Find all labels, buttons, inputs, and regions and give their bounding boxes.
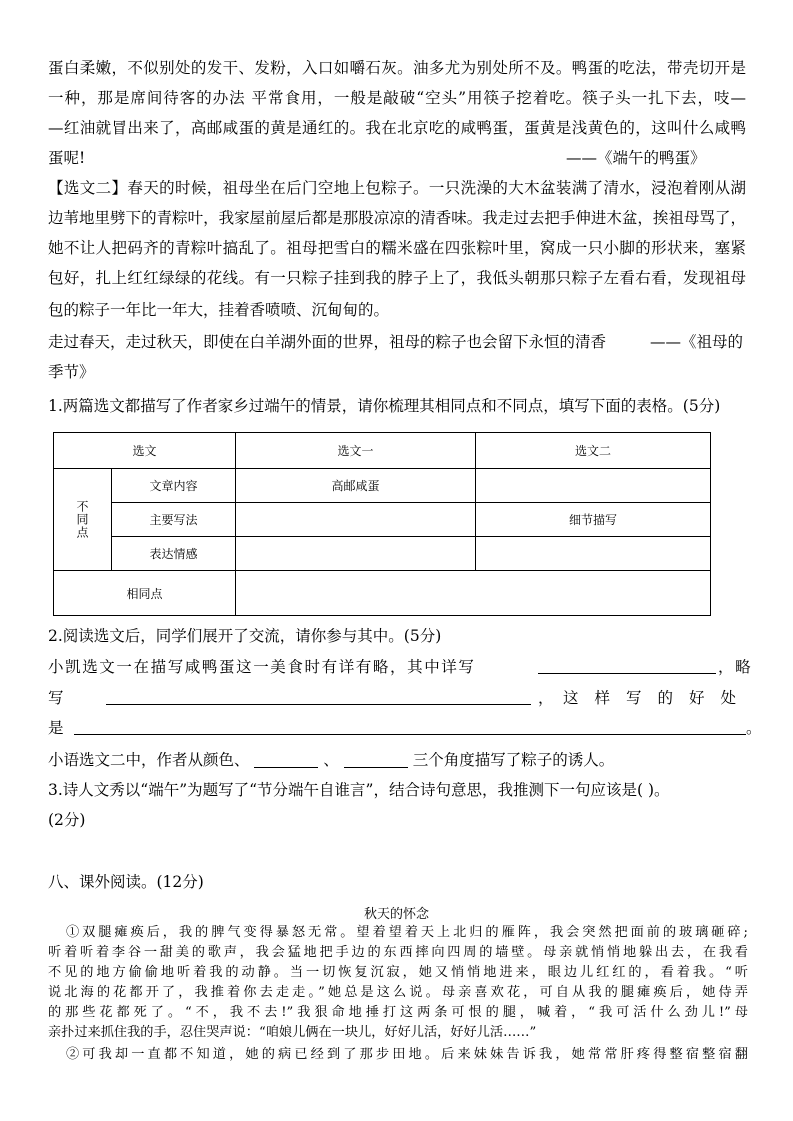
q1-prompt: 1.两篇选文都描写了作者家乡过端午的情景，请你梳理其相同点和不同点，填写下面的表格。(5分) <box>48 397 721 415</box>
table-header-cell: 选文二 <box>476 433 711 469</box>
row-label: 表达情感 <box>112 537 236 571</box>
table-header-row <box>54 433 711 469</box>
answer-blank[interactable] <box>538 657 716 674</box>
table-header-cell: 选文一 <box>236 433 476 469</box>
passage2-line-4: 包好，扎上红红绿绿的花线。有一只粽子挂到我的脖子上了，我低头朝那只粽子左看右看，发现祖母 <box>48 269 746 287</box>
q2-line-4-sep: 、 <box>323 751 339 769</box>
q3-score: (2分) <box>48 811 86 829</box>
q2-line-3 <box>48 718 762 738</box>
article-line-2: 听着听着李谷一甜美的歌声，我会猛地把手边的东西摔向四周的墙壁。母亲就悄悄地躲出去，在我看 <box>48 945 748 960</box>
q2-line-4 <box>48 750 746 770</box>
article-line-6: 亲扑过来抓住我的手，忍住哭声说：“咱娘儿俩在一块儿，好好儿活，好好儿活……” <box>48 1025 537 1040</box>
table-cell: 高邮咸蛋 <box>236 469 476 503</box>
answer-cell[interactable] <box>476 469 711 503</box>
q2-line-3-start: 是 <box>48 719 64 737</box>
passage2-line-7: 季节》 <box>48 363 95 381</box>
passage1-line-3: —红油就冒出来了，高邮咸蛋的黄是通红的。我在北京吃的咸鸭蛋，蛋黄是浅黄色的，这叫什么咸鸭 <box>48 119 746 137</box>
q2-line-4-end: 三个角度描写了粽子的诱人。 <box>412 751 615 769</box>
q3-prompt: 3.诗人文秀以“端午”为题写了“节分端午自谁言”，结合诗句意思，我推测下一句应该是( )。 <box>48 781 670 799</box>
answer-blank[interactable] <box>106 688 531 705</box>
group-label-cell <box>54 469 112 571</box>
answer-cell[interactable] <box>236 537 476 571</box>
q2-line-3-end: 。 <box>746 719 762 737</box>
group-label: 不同点 <box>75 500 89 539</box>
article-line-5: 的那些花都死了。“不，我不去!”我狠命地捶打这两条可恨的腿，喊着，“我可活什么劲儿!”母 <box>48 1005 748 1020</box>
article-line-1: ①双腿瘫痪后，我的脾气变得暴怒无常。望着望着天上北归的雁阵，我会突然把面前的玻璃砸碎; <box>66 925 748 940</box>
passage2-source-part1: ——《祖母的 <box>650 333 744 351</box>
answer-blank[interactable] <box>254 751 318 768</box>
row-label: 相同点 <box>54 571 236 616</box>
row-label: 主要写法 <box>112 503 236 537</box>
table-row <box>54 503 711 537</box>
answer-blank[interactable] <box>74 718 746 735</box>
q2-line-4-start: 小语选文二中，作者从颜色、 <box>48 751 250 769</box>
row-label: 文章内容 <box>112 469 236 503</box>
passage2-line-1: 【选文二】春天的时候，祖母坐在后门空地上包粽子。一只洗澡的大木盆装满了清水，浸泡着刚从湖 <box>48 179 746 197</box>
article-line-7: ②可我却一直都不知道，她的病已经到了那步田地。后来妹妹告诉我，她常常肝疼得整宿整宿翻 <box>66 1047 748 1062</box>
q2-line-1-text: 小凯选文一在描写咸鸭蛋这一美食时有详有略，其中详写 <box>48 658 476 676</box>
passage1-source: ——《端午的鸭蛋》 <box>566 149 706 167</box>
passage2-line-5: 包的粽子一年比一年大，挂着香喷喷、沉甸甸的。 <box>48 301 390 319</box>
comparison-table <box>53 432 711 616</box>
table-cell: 细节描写 <box>476 503 711 537</box>
article-line-4: 说北海的花都开了，我推着你去走走。”她总是这么说。母亲喜欢花，可自从我的腿瘫痪后，她侍弄 <box>48 985 748 1000</box>
answer-blank[interactable] <box>344 751 408 768</box>
passage1-line-2: 一种，那是席间待客的办法 平常食用，一般是敲破“空头”用筷子挖着吃。筷子头一扎下去，吱— <box>48 89 746 107</box>
table-row <box>54 537 711 571</box>
article-line-3: 不见的地方偷偷地听着我的动静。当一切恢复沉寂，她又悄悄地进来，眼边儿红红的，看着我。“听 <box>48 965 748 980</box>
passage1-line-4 <box>48 148 746 168</box>
q2-line-2-end: 这样写的好处 <box>563 689 753 707</box>
q2-line-1 <box>48 657 753 677</box>
passage2-line-6 <box>48 332 746 352</box>
passage2-line-3: 她不让人把码齐的青粽叶搞乱了。祖母把雪白的糯米盛在四张粽叶里，窝成一只小脚的形状来，塞紧 <box>48 239 746 257</box>
article-title: 秋天的怀念 <box>363 907 429 922</box>
passage1-line-1: 蛋白柔嫩，不似别处的发干、发粉，入口如嚼石灰。油多尤为别处所不及。鸭蛋的吃法，带壳切开是 <box>48 59 746 77</box>
q2-prompt: 2.阅读选文后，同学们展开了交流，请你参与其中。(5分) <box>48 627 442 645</box>
table-header-cell: 选文 <box>54 433 236 469</box>
q2-line-1-end: ，略 <box>718 658 753 676</box>
answer-cell[interactable] <box>236 503 476 537</box>
passage2-line-6-text: 走过春天，走过秋天，即使在白羊湖外面的世界，祖母的粽子也会留下永恒的清香 <box>48 333 607 351</box>
answer-cell[interactable] <box>476 537 711 571</box>
passage2-line-2: 边苇地里劈下的青粽叶，我家屋前屋后都是那股凉凉的清香味。我走过去把手伸进木盆，挨祖母骂了， <box>48 209 746 227</box>
section-heading: 八、课外阅读。(12分) <box>48 873 204 891</box>
table-row <box>54 469 711 503</box>
answer-cell[interactable] <box>236 571 711 616</box>
table-row <box>54 571 711 616</box>
q2-line-2-comma: ， <box>538 689 554 707</box>
passage1-last-text: 蛋呢! <box>48 149 86 167</box>
q2-line-2 <box>48 688 753 708</box>
q2-line-2-start: 写 <box>48 689 64 707</box>
